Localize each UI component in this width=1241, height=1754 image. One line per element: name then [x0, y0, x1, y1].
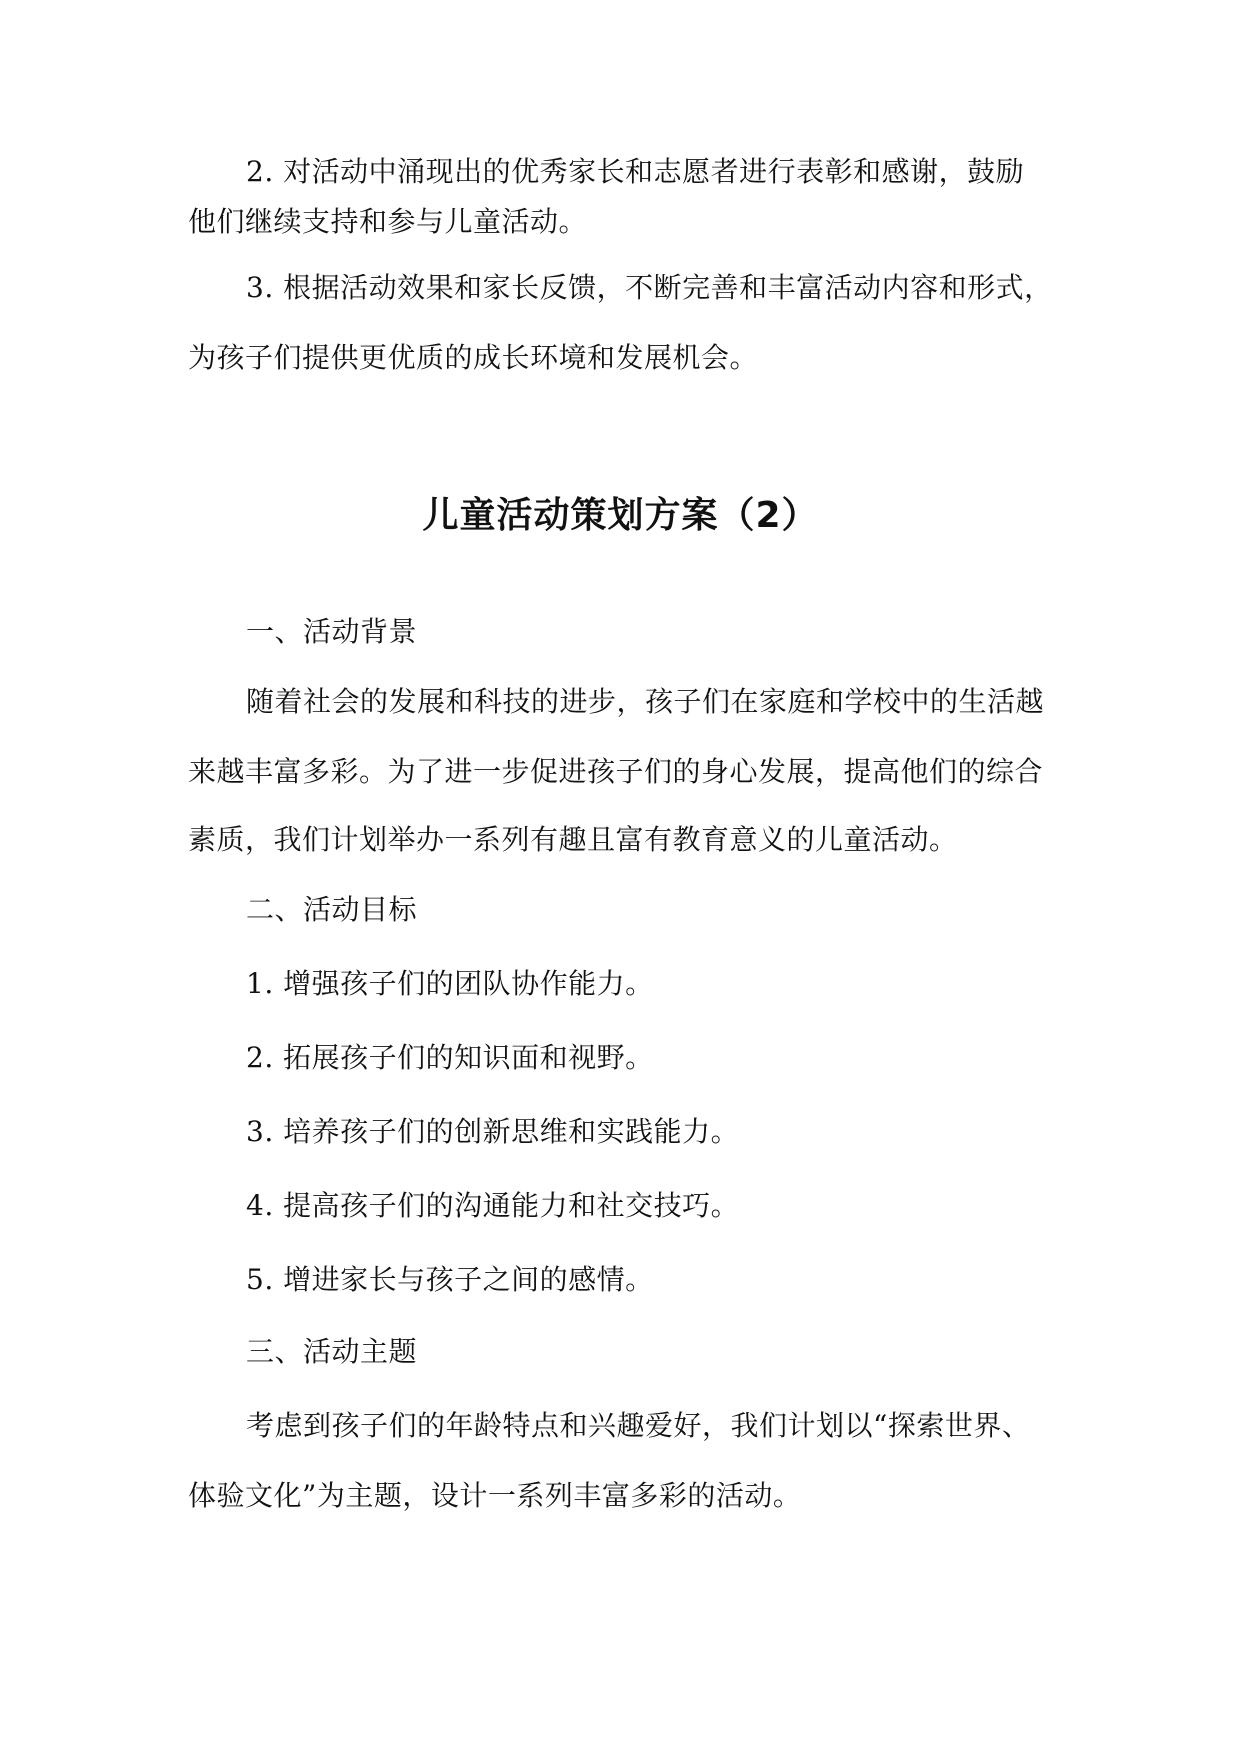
document-title: 儿童活动策划方案（2） [422, 495, 819, 536]
paragraph-background-line-2: 来越丰富多彩。为了进一步促进孩子们的身心发展，提高他们的综合 [188, 755, 1044, 788]
section-heading-goals: 二、活动目标 [246, 893, 418, 926]
paragraph-background-line-3: 素质，我们计划举办一系列有趣且富有教育意义的儿童活动。 [188, 823, 958, 856]
goal-item-3: 3. 培养孩子们的创新思维和实践能力。 [246, 1115, 740, 1148]
list-item-3-line-1: 3. 根据活动效果和家长反馈，不断完善和丰富活动内容和形式， [246, 271, 1053, 304]
list-item-2-line-1: 2. 对活动中涌现出的优秀家长和志愿者进行表彰和感谢，鼓励 [246, 155, 1025, 188]
goal-item-1: 1. 增强孩子们的团队协作能力。 [246, 967, 654, 1000]
paragraph-theme-line-2: 体验文化”为主题，设计一系列丰富多彩的活动。 [188, 1479, 802, 1512]
section-heading-background: 一、活动背景 [246, 615, 418, 648]
goal-item-4: 4. 提高孩子们的沟通能力和社交技巧。 [246, 1189, 740, 1222]
list-item-2-line-2: 他们继续支持和参与儿童活动。 [188, 205, 588, 238]
goal-item-5: 5. 增进家长与孩子之间的感情。 [246, 1263, 654, 1296]
section-heading-theme: 三、活动主题 [246, 1335, 418, 1368]
paragraph-background-line-1: 随着社会的发展和科技的进步，孩子们在家庭和学校中的生活越 [246, 685, 1045, 718]
list-item-3-line-2: 为孩子们提供更优质的成长环境和发展机会。 [188, 341, 759, 374]
goal-item-2: 2. 拓展孩子们的知识面和视野。 [246, 1041, 654, 1074]
paragraph-theme-line-1: 考虑到孩子们的年龄特点和兴趣爱好，我们计划以“探索世界、 [246, 1409, 1031, 1442]
